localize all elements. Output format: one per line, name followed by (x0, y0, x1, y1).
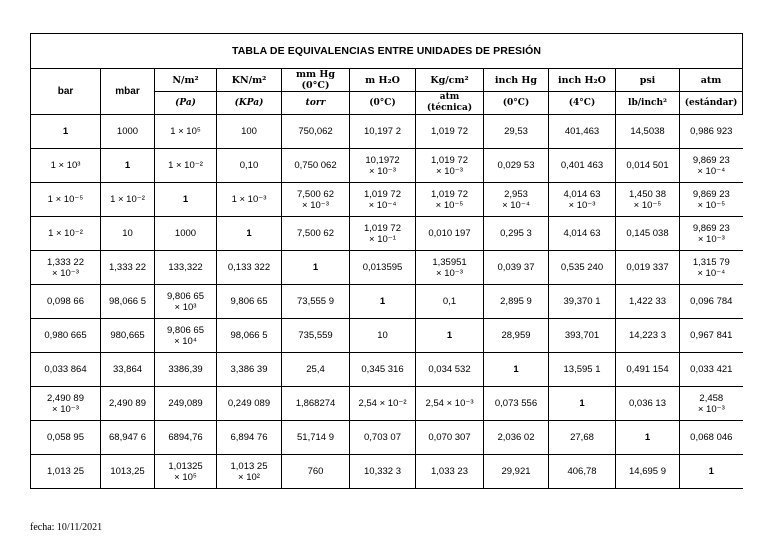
table-row (31, 455, 743, 489)
table-title: TABLA DE EQUIVALENCIAS ENTRE UNIDADES DE PRESIÓN (31, 34, 743, 69)
table-cell: 1 (282, 251, 350, 285)
table-cell: 2,490 89 (101, 387, 155, 421)
table-cell: 1,333 22 (101, 251, 155, 285)
table-cell: 0,013595 (350, 251, 416, 285)
table-cell: 73,555 9 (282, 285, 350, 319)
table-cell: 1 × 10⁵ (155, 115, 217, 149)
table-cell: 4,014 63 (549, 217, 616, 251)
column-header-subunit: atm (técnica) (416, 92, 484, 115)
table-cell: 0,145 038 (616, 217, 680, 251)
table-cell: 10 (101, 217, 155, 251)
column-header-unit: KN/m² (217, 69, 282, 92)
column-header-subunit: (KPa) (217, 92, 282, 115)
column-header-subunit: (Pa) (155, 92, 217, 115)
table-row (31, 285, 743, 319)
table-cell: 1,019 72 (416, 115, 484, 149)
pressure-equivalence-table (30, 33, 743, 489)
table-row (31, 251, 743, 285)
table-cell: 0,098 66 (31, 285, 101, 319)
table-cell: 3,386 39 (217, 353, 282, 387)
column-header-unit: N/m² (155, 69, 217, 92)
table-cell: 0,033 421 (680, 353, 743, 387)
table-cell: 2,953 × 10⁻⁴ (484, 183, 549, 217)
table-cell: 0,073 556 (484, 387, 549, 421)
table-row (31, 319, 743, 353)
table-row (31, 387, 743, 421)
table-cell: 0,703 07 (350, 421, 416, 455)
date-footer: fecha: 10/11/2021 (30, 522, 103, 533)
table-cell: 33,864 (101, 353, 155, 387)
table-cell: 249,089 (155, 387, 217, 421)
table-cell: 760 (282, 455, 350, 489)
table-cell: 7,500 62 × 10⁻³ (282, 183, 350, 217)
table-cell: 28,959 (484, 319, 549, 353)
table-cell: 1 (616, 421, 680, 455)
table-cell: 0,295 3 (484, 217, 549, 251)
table-cell: 0,096 784 (680, 285, 743, 319)
table-cell: 1,013 25 × 10² (217, 455, 282, 489)
table-cell: 1,01325 × 10⁵ (155, 455, 217, 489)
table-cell: 0,491 154 (616, 353, 680, 387)
table-cell: 0,986 923 (680, 115, 743, 149)
table-cell: 2,54 × 10⁻² (350, 387, 416, 421)
table-cell: 27,68 (549, 421, 616, 455)
column-header-unit: inch H₂O (549, 69, 616, 92)
table-cell: 1,019 72 × 10⁻¹ (350, 217, 416, 251)
table-cell: 0,401 463 (549, 149, 616, 183)
column-header-subunit: (0°C) (350, 92, 416, 115)
table-cell: 9,869 23 × 10⁻³ (680, 217, 743, 251)
table-cell: 1 (484, 353, 549, 387)
table-cell: 10,197 2 (350, 115, 416, 149)
table-cell: 9,806 65 (217, 285, 282, 319)
table-cell: 0,036 13 (616, 387, 680, 421)
table-cell: 7,500 62 (282, 217, 350, 251)
table-row (31, 115, 743, 149)
table-cell: 2,895 9 (484, 285, 549, 319)
table-cell: 0,068 046 (680, 421, 743, 455)
table-cell: 406,78 (549, 455, 616, 489)
table-cell: 14,5038 (616, 115, 680, 149)
table-cell: 100 (217, 115, 282, 149)
table-cell: 1,013 25 (31, 455, 101, 489)
table-cell: 1 (680, 455, 743, 489)
table-cell: 1000 (101, 115, 155, 149)
table-cell: 1 × 10⁻² (155, 149, 217, 183)
table-cell: 98,066 5 (217, 319, 282, 353)
table-cell: 9,806 65 × 10³ (155, 285, 217, 319)
table-cell: 0,029 53 (484, 149, 549, 183)
table-row (31, 353, 743, 387)
table-cell: 1,019 72 × 10⁻³ (416, 149, 484, 183)
table-cell: 1000 (155, 217, 217, 251)
table-row (31, 149, 743, 183)
table-cell: 51,714 9 (282, 421, 350, 455)
table-cell: 2,036 02 (484, 421, 549, 455)
column-header-unit: inch Hg (484, 69, 549, 92)
table-cell: 0,034 532 (416, 353, 484, 387)
table-cell: 1,868274 (282, 387, 350, 421)
column-header-unit: Kg/cm² (416, 69, 484, 92)
table-cell: 1 (549, 387, 616, 421)
table-cell: 1 × 10³ (31, 149, 101, 183)
table-cell: 0,010 197 (416, 217, 484, 251)
column-header-subunit: (0°C) (484, 92, 549, 115)
column-header-unit: mm Hg (0°C) (282, 69, 350, 92)
table-cell: 1 (101, 149, 155, 183)
table-cell: 1,019 72 × 10⁻⁴ (350, 183, 416, 217)
table-cell: 2,490 89 × 10⁻³ (31, 387, 101, 421)
table-cell: 0,058 95 (31, 421, 101, 455)
table-cell: 14,223 3 (616, 319, 680, 353)
table-cell: 1,019 72 × 10⁻⁵ (416, 183, 484, 217)
table-cell: 0,967 841 (680, 319, 743, 353)
table-row (31, 217, 743, 251)
column-header-subunit: (estándar) (680, 92, 743, 115)
table-cell: 25,4 (282, 353, 350, 387)
table-cell: 1,35951 × 10⁻³ (416, 251, 484, 285)
table-cell: 2,458 × 10⁻³ (680, 387, 743, 421)
table-cell: 1,422 33 (616, 285, 680, 319)
table-cell: 0,535 240 (549, 251, 616, 285)
column-header: mbar (101, 69, 155, 115)
table-cell: 1 × 10⁻² (31, 217, 101, 251)
column-header-subunit: (4°C) (549, 92, 616, 115)
table-cell: 0,133 322 (217, 251, 282, 285)
table-cell: 1,033 23 (416, 455, 484, 489)
table-cell: 0,033 864 (31, 353, 101, 387)
table-cell: 9,869 23 × 10⁻⁵ (680, 183, 743, 217)
table-cell: 0,019 337 (616, 251, 680, 285)
table-cell: 980,665 (101, 319, 155, 353)
table-cell: 1013,25 (101, 455, 155, 489)
table-cell: 0,014 501 (616, 149, 680, 183)
table-cell: 98,066 5 (101, 285, 155, 319)
column-header-subunit: lb/inch² (616, 92, 680, 115)
table-cell: 1 × 10⁻³ (217, 183, 282, 217)
table-cell: 1 × 10⁻⁵ (31, 183, 101, 217)
table-cell: 1,450 38 × 10⁻⁵ (616, 183, 680, 217)
table-cell: 29,53 (484, 115, 549, 149)
table-cell: 9,806 65 × 10⁴ (155, 319, 217, 353)
pressure-table-sheet (30, 33, 742, 499)
column-header-unit: m H₂O (350, 69, 416, 92)
table-cell: 4,014 63 × 10⁻³ (549, 183, 616, 217)
table-cell: 1 (350, 285, 416, 319)
table-cell: 2,54 × 10⁻³ (416, 387, 484, 421)
table-cell: 1,315 79 × 10⁻⁴ (680, 251, 743, 285)
table-cell: 0,980 665 (31, 319, 101, 353)
table-cell: 393,701 (549, 319, 616, 353)
table-cell: 1 (31, 115, 101, 149)
table-cell: 0,345 316 (350, 353, 416, 387)
table-cell: 133,322 (155, 251, 217, 285)
table-cell: 39,370 1 (549, 285, 616, 319)
column-header: bar (31, 69, 101, 115)
table-cell: 0,1 (416, 285, 484, 319)
table-cell: 9,869 23 × 10⁻⁴ (680, 149, 743, 183)
column-header-subunit: torr (282, 92, 350, 115)
table-cell: 0,750 062 (282, 149, 350, 183)
table-cell: 10,1972 × 10⁻³ (350, 149, 416, 183)
table-cell: 1 (155, 183, 217, 217)
table-cell: 1 (217, 217, 282, 251)
table-cell: 1 × 10⁻² (101, 183, 155, 217)
table-cell: 14,695 9 (616, 455, 680, 489)
table-cell: 401,463 (549, 115, 616, 149)
table-cell: 0,039 37 (484, 251, 549, 285)
table-cell: 10,332 3 (350, 455, 416, 489)
table-cell: 735,559 (282, 319, 350, 353)
table-cell: 29,921 (484, 455, 549, 489)
table-cell: 13,595 1 (549, 353, 616, 387)
table-row (31, 183, 743, 217)
table-cell: 0,249 089 (217, 387, 282, 421)
column-header-unit: atm (680, 69, 743, 92)
table-cell: 10 (350, 319, 416, 353)
table-cell: 68,947 6 (101, 421, 155, 455)
table-cell: 0,10 (217, 149, 282, 183)
column-header-unit: psi (616, 69, 680, 92)
table-cell: 0,070 307 (416, 421, 484, 455)
table-cell: 6,894 76 (217, 421, 282, 455)
table-cell: 6894,76 (155, 421, 217, 455)
table-cell: 1 (416, 319, 484, 353)
table-cell: 750,062 (282, 115, 350, 149)
table-cell: 1,333 22 × 10⁻³ (31, 251, 101, 285)
table-cell: 3386,39 (155, 353, 217, 387)
table-row (31, 421, 743, 455)
